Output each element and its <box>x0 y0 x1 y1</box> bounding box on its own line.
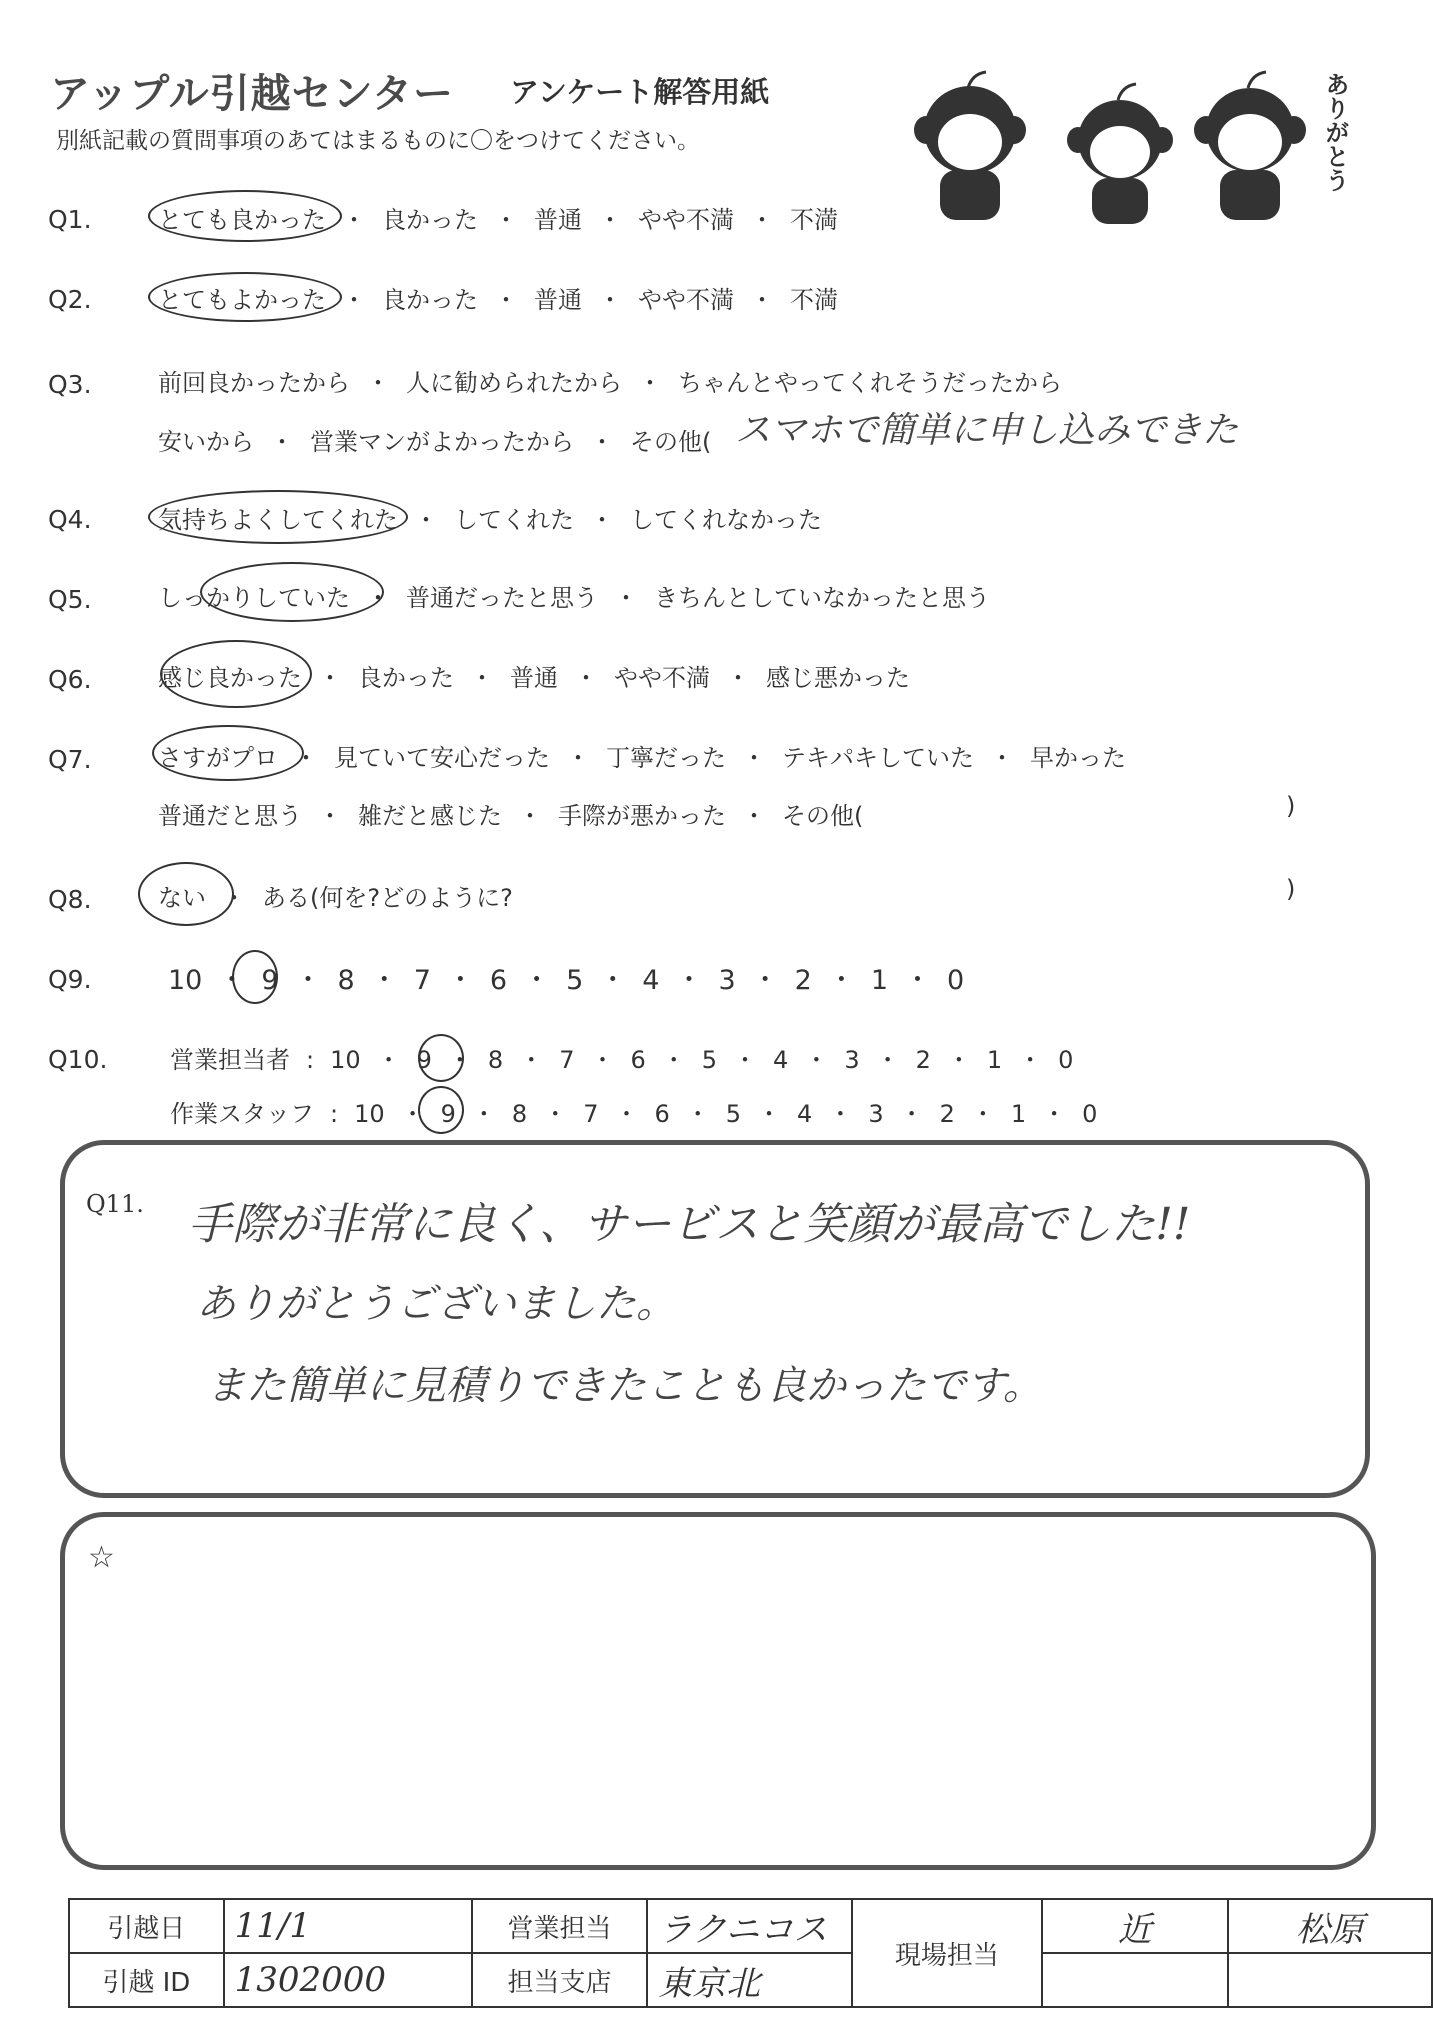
q9-scale: 10 ・ 9 ・ 8 ・ 7 ・ 6 ・ 5 ・ 4 ・ 3 ・ 2 ・ 1 ・ 0 <box>168 965 965 996</box>
q6-label: Q6. <box>48 665 92 694</box>
q1-option[interactable]: 不満 <box>790 206 838 234</box>
q10-row-staff: 作業スタッフ : 10 ・ 9 ・ 8 ・ 7 ・ 6 ・ 5 ・ 4 ・ 3 ・ 2 ・ 1 ・ 0 <box>170 1100 1098 1128</box>
q10-score[interactable]: 4 <box>773 1046 789 1074</box>
q9-score[interactable]: 8 <box>337 965 355 996</box>
q10-score[interactable]: 9 <box>416 1046 432 1074</box>
q10-score[interactable]: 6 <box>654 1100 670 1128</box>
q7-option[interactable]: 普通だと思う <box>158 802 302 830</box>
move-date-label: 引越日 <box>69 1899 224 1953</box>
q6-option[interactable]: 良かった <box>358 664 454 692</box>
q10-score[interactable]: 1 <box>1010 1100 1027 1128</box>
star-icon: ☆ <box>88 1540 115 1575</box>
q7-label: Q7. <box>48 745 92 774</box>
q9-score[interactable]: 1 <box>870 965 889 996</box>
q3-option[interactable]: 前回良かったから <box>158 369 350 397</box>
q4-label: Q4. <box>48 505 92 534</box>
q9-score[interactable]: 4 <box>642 965 660 996</box>
q9-score[interactable]: 6 <box>489 965 508 996</box>
q10-score[interactable]: 0 <box>1082 1100 1098 1128</box>
q2-options: とてもよかった ・ 良かった ・ 普通 ・ やや不満 ・ 不満 <box>158 286 838 314</box>
q9-label: Q9. <box>48 965 92 994</box>
q7-options-line1: さすがプロ ・ 見ていて安心だった ・ 丁寧だった ・ テキパキしていた ・ 早かった <box>158 744 1126 772</box>
q4-option[interactable]: 気持ちよくしてくれた <box>158 506 398 534</box>
q7-option[interactable]: その他( <box>782 802 864 830</box>
sales-value[interactable]: ラクニコス <box>647 1899 851 1953</box>
q9-score[interactable]: 7 <box>413 965 431 996</box>
q7-option[interactable]: 手際が悪かった <box>558 802 726 830</box>
q7-option[interactable]: 丁寧だった <box>606 744 726 772</box>
q2-option[interactable]: 良かった <box>382 286 478 314</box>
q1-option[interactable]: とても良かった <box>158 206 326 234</box>
q1-option[interactable]: やや不満 <box>638 206 734 234</box>
q2-option[interactable]: やや不満 <box>638 286 734 314</box>
q10-row-name: 作業スタッフ <box>170 1100 314 1128</box>
q10-score[interactable]: 10 <box>354 1100 385 1128</box>
q6-option[interactable]: 感じ良かった <box>158 664 302 692</box>
q2-option[interactable]: 普通 <box>534 286 582 314</box>
q3-option[interactable]: 営業マンがよかったから <box>310 428 574 456</box>
q3-label: Q3. <box>48 370 92 399</box>
q2-option[interactable]: 不満 <box>790 286 838 314</box>
q10-score[interactable]: 2 <box>939 1100 955 1128</box>
q4-options: 気持ちよくしてくれた ・ してくれた ・ してくれなかった <box>158 506 822 534</box>
q3-option[interactable]: ちゃんとやってくれそうだったから <box>678 369 1062 397</box>
q9-score[interactable]: 9 <box>261 965 279 996</box>
thanks-vertical-text: ありがとう <box>1321 72 1349 192</box>
q5-options: しっかりしていた ・ 普通だったと思う ・ きちんとしていなかったと思う <box>158 584 990 612</box>
q10-score[interactable]: 4 <box>797 1100 813 1128</box>
q10-score[interactable]: 7 <box>583 1100 599 1128</box>
q5-label: Q5. <box>48 585 92 614</box>
q3-option[interactable]: 人に勧められたから <box>406 369 622 397</box>
q7-option[interactable]: テキパキしていた <box>782 744 974 772</box>
q10-row-sales: 営業担当者 : 10 ・ 9 ・ 8 ・ 7 ・ 6 ・ 5 ・ 4 ・ 3 ・ 2 ・ 1 ・ 0 <box>170 1046 1074 1074</box>
q1-option[interactable]: 良かった <box>382 206 478 234</box>
q7-option[interactable]: 早かった <box>1030 744 1126 772</box>
move-id-label: 引越 ID <box>69 1953 224 2007</box>
q10-score[interactable]: 3 <box>868 1100 884 1128</box>
q5-option[interactable]: 普通だったと思う <box>406 584 598 612</box>
q8-options: ない ・ ある(何を?どのように? <box>158 884 513 912</box>
q8-close-paren: ) <box>1286 875 1296 903</box>
monkey-mascots-illustration <box>880 60 1360 230</box>
q9-score[interactable]: 5 <box>566 965 584 996</box>
q11-comment-line: また簡単に見積りできたことも良かったです。 <box>206 1363 1043 1409</box>
q8-option[interactable]: ない <box>158 884 206 912</box>
q10-score[interactable]: 1 <box>986 1046 1003 1074</box>
q6-option[interactable]: 普通 <box>510 664 558 692</box>
q1-options: とても良かった ・ 良かった ・ 普通 ・ やや不満 ・ 不満 <box>158 206 838 234</box>
q10-score[interactable]: 9 <box>440 1100 456 1128</box>
q10-score[interactable]: 5 <box>725 1100 742 1128</box>
field-staff-1[interactable]: 近 <box>1042 1899 1227 1953</box>
q2-label: Q2. <box>48 285 92 314</box>
q2-option[interactable]: とてもよかった <box>158 286 326 314</box>
q7-options-line2: 普通だと思う ・ 雑だと感じた ・ 手際が悪かった ・ その他( <box>158 802 864 830</box>
field-staff-empty-1 <box>1042 1953 1227 2007</box>
q5-option[interactable]: きちんとしていなかったと思う <box>654 584 990 612</box>
q11-label: Q11. <box>86 1190 144 1218</box>
q6-option[interactable]: やや不満 <box>614 664 710 692</box>
field-staff-2[interactable]: 松原 <box>1228 1899 1432 1953</box>
q7-option[interactable]: さすがプロ <box>158 744 278 772</box>
q7-option[interactable]: 雑だと感じた <box>358 802 502 830</box>
monkey-left-icon <box>914 72 1026 220</box>
q9-score[interactable]: 3 <box>718 965 736 996</box>
star-comment-box <box>60 1512 1376 1870</box>
field-label: 現場担当 <box>852 1899 1043 2007</box>
field-staff-empty-2 <box>1228 1953 1432 2007</box>
q3-other-handwritten: スマホで簡単に申し込みできた <box>735 410 1239 451</box>
q10-score[interactable]: 6 <box>630 1046 646 1074</box>
q7-option[interactable]: 見ていて安心だった <box>334 744 550 772</box>
q4-option[interactable]: してくれなかった <box>630 506 822 534</box>
q10-label: Q10. <box>48 1045 108 1074</box>
branch-value[interactable]: 東京北 <box>647 1953 851 2007</box>
company-title: アップル引越センター <box>50 71 454 117</box>
q11-comment-line: ありがとうございました。 <box>196 1281 676 1327</box>
monkey-middle-icon <box>1067 84 1173 224</box>
q6-options: 感じ良かった ・ 良かった ・ 普通 ・ やや不満 ・ 感じ悪かった <box>158 664 910 692</box>
q6-option[interactable]: 感じ悪かった <box>766 664 910 692</box>
q10-score[interactable]: 8 <box>511 1100 528 1128</box>
q10-score[interactable]: 8 <box>487 1046 504 1074</box>
q3-option[interactable]: 安いから <box>158 428 254 456</box>
footer-info-table <box>68 1898 1433 2008</box>
instruction-text: 別紙記載の質問事項のあてはまるものに〇をつけてください。 <box>56 128 700 154</box>
q8-option[interactable]: ある(何を?どのように? <box>262 884 513 912</box>
q10-score[interactable]: 0 <box>1058 1046 1074 1074</box>
q4-option[interactable]: してくれた <box>454 506 574 534</box>
sales-label: 営業担当 <box>472 1899 647 1953</box>
q10-score[interactable]: 10 <box>330 1046 361 1074</box>
q8-label: Q8. <box>48 885 92 914</box>
q1-option[interactable]: 普通 <box>534 206 582 234</box>
q9-score[interactable]: 0 <box>947 965 965 996</box>
form-subtitle: アンケート解答用紙 <box>510 75 770 109</box>
move-id-value[interactable]: 1302000 <box>224 1953 472 2007</box>
q10-score[interactable]: 2 <box>915 1046 931 1074</box>
q7-close-paren: ) <box>1286 792 1296 820</box>
q3-options-line2: 安いから ・ 営業マンがよかったから ・ その他( <box>158 428 712 456</box>
q9-score[interactable]: 10 <box>168 965 203 996</box>
q10-row-name: 営業担当者 <box>170 1046 290 1074</box>
q10-score[interactable]: 7 <box>559 1046 575 1074</box>
q1-label: Q1. <box>48 205 92 234</box>
q10-score[interactable]: 3 <box>844 1046 860 1074</box>
q5-option[interactable]: しっかりしていた <box>158 584 350 612</box>
branch-label: 担当支店 <box>472 1953 647 2007</box>
q3-option[interactable]: その他( <box>630 428 712 456</box>
move-date-value[interactable]: 11/1 <box>224 1899 472 1953</box>
q3-options-line1: 前回良かったから ・ 人に勧められたから ・ ちゃんとやってくれそうだったから <box>158 369 1062 397</box>
q11-comment-line: 手際が非常に良く、サービスと笑顔が最高でした!! <box>188 1199 1191 1250</box>
q10-score[interactable]: 5 <box>701 1046 718 1074</box>
q9-score[interactable]: 2 <box>794 965 812 996</box>
monkey-right-icon <box>1194 72 1306 220</box>
